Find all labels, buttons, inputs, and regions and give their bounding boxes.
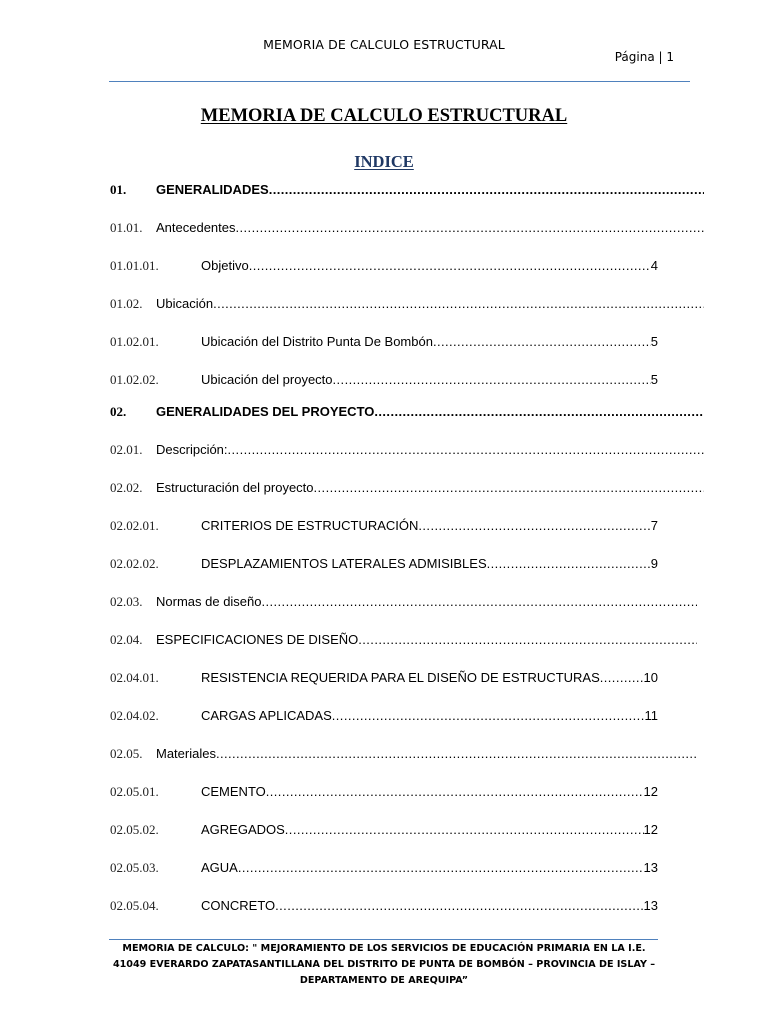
toc-leader-dots — [433, 333, 651, 351]
toc-entry-number: 01.02.01. — [110, 334, 159, 349]
footer-divider — [109, 939, 658, 940]
toc-leader-dots — [332, 707, 645, 725]
toc-entry-number: 02.02.02. — [110, 556, 159, 571]
toc-entry-title: Normas de diseño — [156, 594, 262, 609]
toc-entry-title: CARGAS APLICADAS — [201, 708, 332, 723]
toc-entry-number: 01.02.02. — [110, 372, 159, 387]
toc-leader-dots — [418, 517, 650, 535]
toc-entry-number: 02.04.01. — [110, 670, 159, 685]
toc-entry-number: 02.05.01. — [110, 784, 159, 799]
toc-entry-number: 01.02. — [110, 296, 143, 311]
toc-entry-title: RESISTENCIA REQUERIDA PARA EL DISEÑO DE ESTRUCTURAS — [201, 670, 600, 685]
toc-entry[interactable] — [110, 631, 697, 649]
toc-entry-page: 4 — [650, 258, 658, 273]
toc-entry-title: Materiales — [156, 746, 216, 761]
toc-entry[interactable] — [110, 403, 704, 421]
toc-entry-number: 02.03. — [110, 594, 143, 609]
toc-entry[interactable] — [110, 479, 704, 497]
toc-entry[interactable] — [110, 295, 704, 313]
toc-entry-page: 11 — [644, 708, 658, 723]
index-title: INDICE — [354, 152, 414, 171]
footer-line-2: 41049 EVERARDO ZAPATASANTILLANA DEL DISTRITO DE PUNTA DE BOMBÓN – PROVINCIA DE ISLAY – — [112, 959, 656, 970]
page-number: Página | 1 — [614, 50, 674, 64]
toc-entry-title: CONCRETO — [201, 898, 276, 913]
toc-entry-title: Antecedentes — [156, 220, 236, 235]
toc-entry-title: ESPECIFICACIONES DE DISEÑO — [156, 632, 359, 647]
toc-entry[interactable] — [110, 181, 704, 199]
toc-entry[interactable] — [110, 669, 658, 687]
toc-entry-title: Ubicación — [156, 296, 214, 311]
toc-entry-number: 02.05. — [110, 746, 143, 761]
toc-leader-dots — [314, 479, 704, 497]
toc-leader-dots — [266, 783, 644, 801]
toc-entry-title: CRITERIOS DE ESTRUCTURACIÓN — [201, 518, 419, 533]
footer-line-1 — [100, 941, 668, 957]
toc-entry[interactable] — [110, 333, 658, 351]
toc-entry-title: Descripción: — [156, 442, 228, 457]
document-title: MEMORIA DE CALCULO ESTRUCTURAL — [200, 106, 568, 126]
toc-entry-title: Ubicación del proyecto — [201, 372, 333, 387]
toc-entry[interactable] — [110, 859, 658, 877]
toc-entry-page: 10 — [643, 670, 658, 685]
toc-entry-page: 5 — [650, 334, 658, 349]
toc-entry-title: Ubicación del Distrito Punta De Bombón — [201, 334, 433, 349]
toc-entry-number: 02.04. — [110, 632, 143, 647]
toc-entry-number: 01.01. — [110, 220, 143, 235]
toc-leader-dots — [285, 821, 644, 839]
toc-leader-dots — [216, 745, 697, 763]
toc-entry-number: 02.05.02. — [110, 822, 159, 837]
footer-line-3: DEPARTAMENTO DE AREQUIPA” — [299, 975, 469, 986]
toc-entry[interactable] — [110, 517, 658, 535]
toc-leader-dots — [275, 897, 643, 915]
toc-leader-dots — [487, 555, 651, 573]
toc-entry[interactable] — [110, 783, 658, 801]
toc-leader-dots — [213, 295, 704, 313]
toc-entry-title: DESPLAZAMIENTOS LATERALES ADMISIBLES — [201, 556, 487, 571]
toc-entry[interactable] — [110, 821, 658, 839]
toc-entry[interactable] — [110, 707, 658, 725]
toc-entry-page: 13 — [643, 898, 658, 913]
toc-entry-page: 12 — [643, 822, 658, 837]
toc-leader-dots — [228, 441, 704, 459]
toc-entry-number: 02.05.03. — [110, 860, 159, 875]
toc-entry-title: AGUA — [201, 860, 238, 875]
footer-text-1: " MEJORAMIENTO DE LOS SERVICIOS DE EDUCACIÓN PRIMARIA EN LA I.E. — [248, 943, 646, 954]
header-divider — [109, 81, 690, 82]
toc-leader-dots — [238, 859, 644, 877]
footer — [100, 941, 668, 989]
toc-leader-dots — [236, 219, 704, 237]
toc-leader-dots — [600, 669, 644, 687]
toc-entry-page: 7 — [650, 518, 658, 533]
header-title: MEMORIA DE CALCULO ESTRUCTURAL — [263, 37, 505, 52]
toc-entry-page: 5 — [650, 372, 658, 387]
toc-entry-title: CEMENTO — [201, 784, 266, 799]
toc-entry[interactable] — [110, 441, 704, 459]
toc-entry-title: Objetivo — [201, 258, 249, 273]
toc-entry[interactable] — [110, 257, 658, 275]
toc-entry-number: 02.01. — [110, 442, 143, 457]
toc-entry-page: 12 — [643, 784, 658, 799]
toc-leader-dots — [269, 181, 704, 199]
toc-entry[interactable] — [110, 745, 697, 763]
toc-entry[interactable] — [110, 593, 697, 611]
toc-entry[interactable] — [110, 897, 658, 915]
toc-entry-number: 02.05.04. — [110, 898, 159, 913]
toc-entry-number: 02.02.01. — [110, 518, 159, 533]
toc-entry-title: GENERALIDADES DEL PROYECTO — [156, 404, 375, 419]
toc-entry-number: 01.01.01. — [110, 258, 159, 273]
toc-entry[interactable] — [110, 555, 658, 573]
toc-entry-title: Estructuración del proyecto — [156, 480, 314, 495]
toc-entry[interactable] — [110, 371, 658, 389]
toc-entry-title: GENERALIDADES — [156, 182, 269, 197]
toc-leader-dots — [358, 631, 697, 649]
toc-entry-page: 9 — [650, 556, 658, 571]
toc-entry-title: AGREGADOS — [201, 822, 285, 837]
toc-entry-number: 02.02. — [110, 480, 143, 495]
toc-entry-number: 02.04.02. — [110, 708, 159, 723]
toc-leader-dots — [262, 593, 698, 611]
toc-entry-number: 01. — [110, 182, 127, 197]
toc-leader-dots — [374, 403, 704, 421]
toc-entry-page: 13 — [643, 860, 658, 875]
toc-entry-number: 02. — [110, 404, 127, 419]
toc-leader-dots — [333, 371, 651, 389]
footer-label: MEMORIA DE CALCULO: — [122, 943, 249, 954]
toc-entry[interactable] — [110, 219, 704, 237]
toc-leader-dots — [249, 257, 651, 275]
